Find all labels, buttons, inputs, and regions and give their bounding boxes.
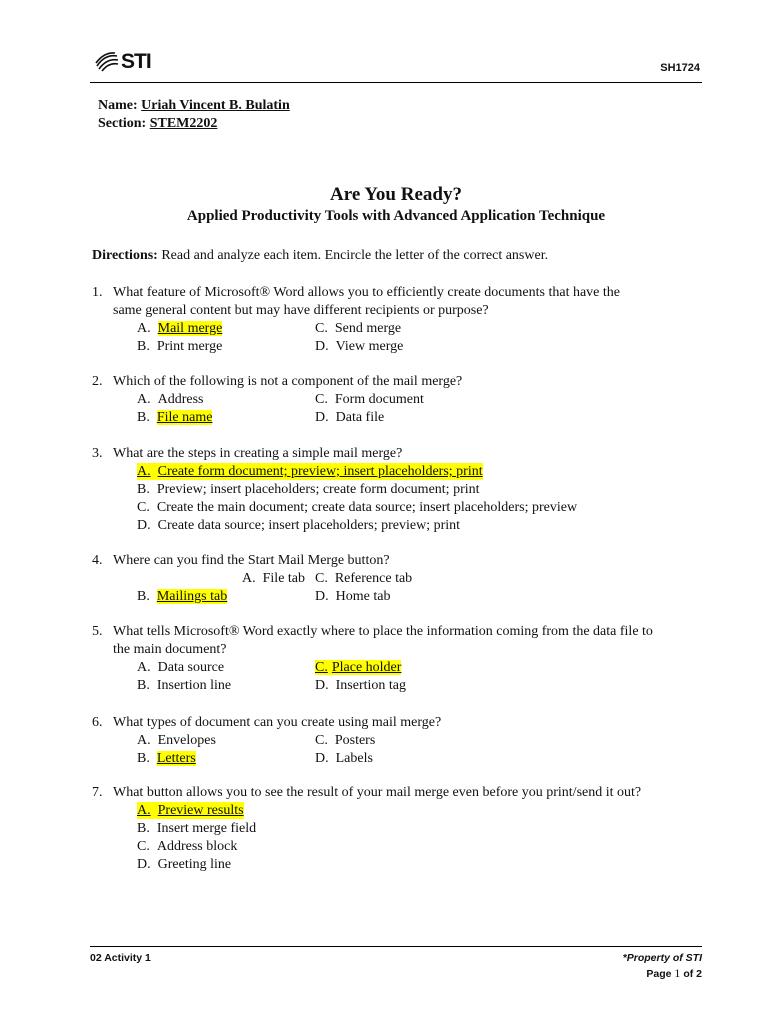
option-text: Labels	[335, 751, 373, 766]
option-text: Reference tab	[334, 571, 413, 586]
option-letter: A.	[137, 803, 151, 818]
option-letter: B.	[137, 821, 150, 836]
answer-option	[315, 588, 390, 605]
answer-option-selected	[137, 409, 212, 426]
question-text: What are the steps in creating a simple mail merge?	[113, 446, 403, 461]
answer-option	[315, 570, 412, 587]
option-text: Mailings tab	[156, 589, 228, 604]
answer-option-selected	[137, 588, 227, 605]
question-number: 6.	[92, 715, 103, 730]
option-letter: B.	[137, 410, 150, 425]
answer-option	[137, 517, 460, 534]
option-letter: D.	[315, 410, 329, 425]
option-text: Mail merge	[157, 321, 223, 336]
option-text: Create the main document; create data source; insert placeholders; preview	[156, 500, 578, 515]
answer-option	[137, 499, 577, 516]
option-letter: A.	[137, 660, 151, 675]
option-letter: C.	[137, 839, 150, 854]
option-text: Address block	[156, 839, 238, 854]
question-number: 1.	[92, 285, 103, 300]
option-letter: C.	[315, 571, 328, 586]
footer-rule	[90, 946, 702, 947]
answer-option-selected	[137, 320, 222, 337]
answer-option-selected	[137, 463, 483, 480]
option-letter: C.	[137, 500, 150, 515]
directions	[92, 248, 548, 264]
page-current: 1	[674, 966, 681, 980]
question-text: What feature of Microsoft® Word allows you to efficiently create documents that have the	[113, 285, 620, 300]
answer-option	[315, 338, 403, 355]
option-letter: A.	[137, 733, 151, 748]
logo-text: STI	[121, 50, 151, 73]
option-letter: B.	[137, 589, 150, 604]
answer-option-selected	[315, 659, 401, 676]
option-text: Insertion tag	[335, 678, 406, 693]
option-text: Preview; insert placeholders; create form document; print	[156, 482, 480, 497]
option-text: Home tab	[335, 589, 391, 604]
question-number: 3.	[92, 446, 103, 461]
option-text: Create data source; insert placeholders; preview; print	[157, 518, 461, 533]
option-letter: D.	[315, 339, 329, 354]
option-text: Greeting line	[157, 857, 232, 872]
option-letter: D.	[137, 518, 151, 533]
answer-option	[137, 391, 204, 408]
option-letter: A.	[137, 321, 151, 336]
option-text: Data file	[335, 410, 385, 425]
answer-option	[137, 659, 224, 676]
question-number: 4.	[92, 553, 103, 568]
option-letter: C.	[315, 392, 328, 407]
activity-label: 02 Activity 1	[90, 952, 151, 964]
option-letter: D.	[315, 678, 329, 693]
question-number: 7.	[92, 785, 103, 800]
answer-option	[137, 481, 480, 498]
option-text: Form document	[334, 392, 424, 407]
answer-option	[315, 409, 384, 426]
option-text: Posters	[334, 733, 376, 748]
page-label: Page	[646, 968, 672, 980]
question-text: same general content but may have different recipients or purpose?	[113, 303, 489, 318]
sti-globe-icon	[95, 52, 119, 72]
option-letter: C.	[315, 660, 328, 675]
name-line	[98, 98, 290, 114]
option-letter: D.	[315, 589, 329, 604]
page-indicator	[646, 966, 702, 981]
directions-text: Read and analyze each item. Encircle the letter of the correct answer.	[161, 248, 549, 263]
answer-option	[137, 732, 216, 749]
answer-option	[137, 820, 256, 837]
name-value: Uriah Vincent B. Bulatin	[141, 98, 290, 113]
section-line	[98, 116, 217, 132]
question-text: What button allows you to see the result of your mail merge even before you print/send it out?	[113, 785, 642, 800]
option-text: File name	[156, 410, 213, 425]
answer-option	[315, 320, 401, 337]
answer-option	[242, 570, 305, 587]
question-text: the main document?	[113, 642, 227, 657]
section-value: STEM2202	[149, 116, 218, 131]
option-text: Create form document; preview; insert placeholders; print	[157, 464, 483, 479]
answer-option-selected	[137, 750, 196, 767]
answer-option-selected	[137, 802, 244, 819]
question-text: Which of the following is not a component of the mail merge?	[113, 374, 463, 389]
option-text: View merge	[335, 339, 404, 354]
question-text: What types of document can you create using mail merge?	[113, 715, 442, 730]
option-text: Data source	[157, 660, 225, 675]
header-rule	[90, 82, 702, 83]
section-label: Section:	[98, 116, 147, 131]
option-letter: B.	[137, 339, 150, 354]
answer-option	[137, 838, 237, 855]
option-text: Place holder	[328, 660, 402, 675]
name-label: Name:	[98, 98, 138, 113]
page-of: of 2	[683, 968, 702, 980]
answer-option	[315, 677, 406, 694]
answer-option	[315, 391, 424, 408]
option-text: Insert merge field	[156, 821, 257, 836]
question-text: What tells Microsoft® Word exactly where to place the information coming from the data file to	[113, 624, 653, 639]
option-text: Send merge	[334, 321, 402, 336]
option-text: Insertion line	[156, 678, 232, 693]
option-letter: B.	[137, 678, 150, 693]
answer-option	[137, 677, 231, 694]
directions-label: Directions:	[92, 248, 158, 263]
option-text: File tab	[262, 571, 306, 586]
page-subtitle: Applied Productivity Tools with Advanced Application Technique	[186, 208, 606, 224]
property-label: *Property of STI	[622, 952, 702, 964]
option-letter: B.	[137, 482, 150, 497]
question-number: 5.	[92, 624, 103, 639]
option-letter: D.	[137, 857, 151, 872]
question-number: 2.	[92, 374, 103, 389]
option-text: Preview results	[157, 803, 244, 818]
option-letter: C.	[315, 733, 328, 748]
question-text: Where can you find the Start Mail Merge button?	[113, 553, 390, 568]
option-text: Letters	[156, 751, 196, 766]
option-letter: B.	[137, 751, 150, 766]
option-letter: A.	[137, 392, 151, 407]
page-title: Are You Ready?	[330, 184, 462, 205]
option-text: Address	[157, 392, 204, 407]
answer-option	[137, 856, 231, 873]
option-text: Envelopes	[157, 733, 216, 748]
option-text: Print merge	[156, 339, 223, 354]
sti-logo	[95, 50, 151, 74]
answer-option	[137, 338, 222, 355]
option-letter: D.	[315, 751, 329, 766]
option-letter: C.	[315, 321, 328, 336]
option-letter: A.	[242, 571, 256, 586]
answer-option	[315, 750, 373, 767]
document-code: SH1724	[660, 62, 700, 74]
answer-option	[315, 732, 375, 749]
option-letter: A.	[137, 464, 151, 479]
